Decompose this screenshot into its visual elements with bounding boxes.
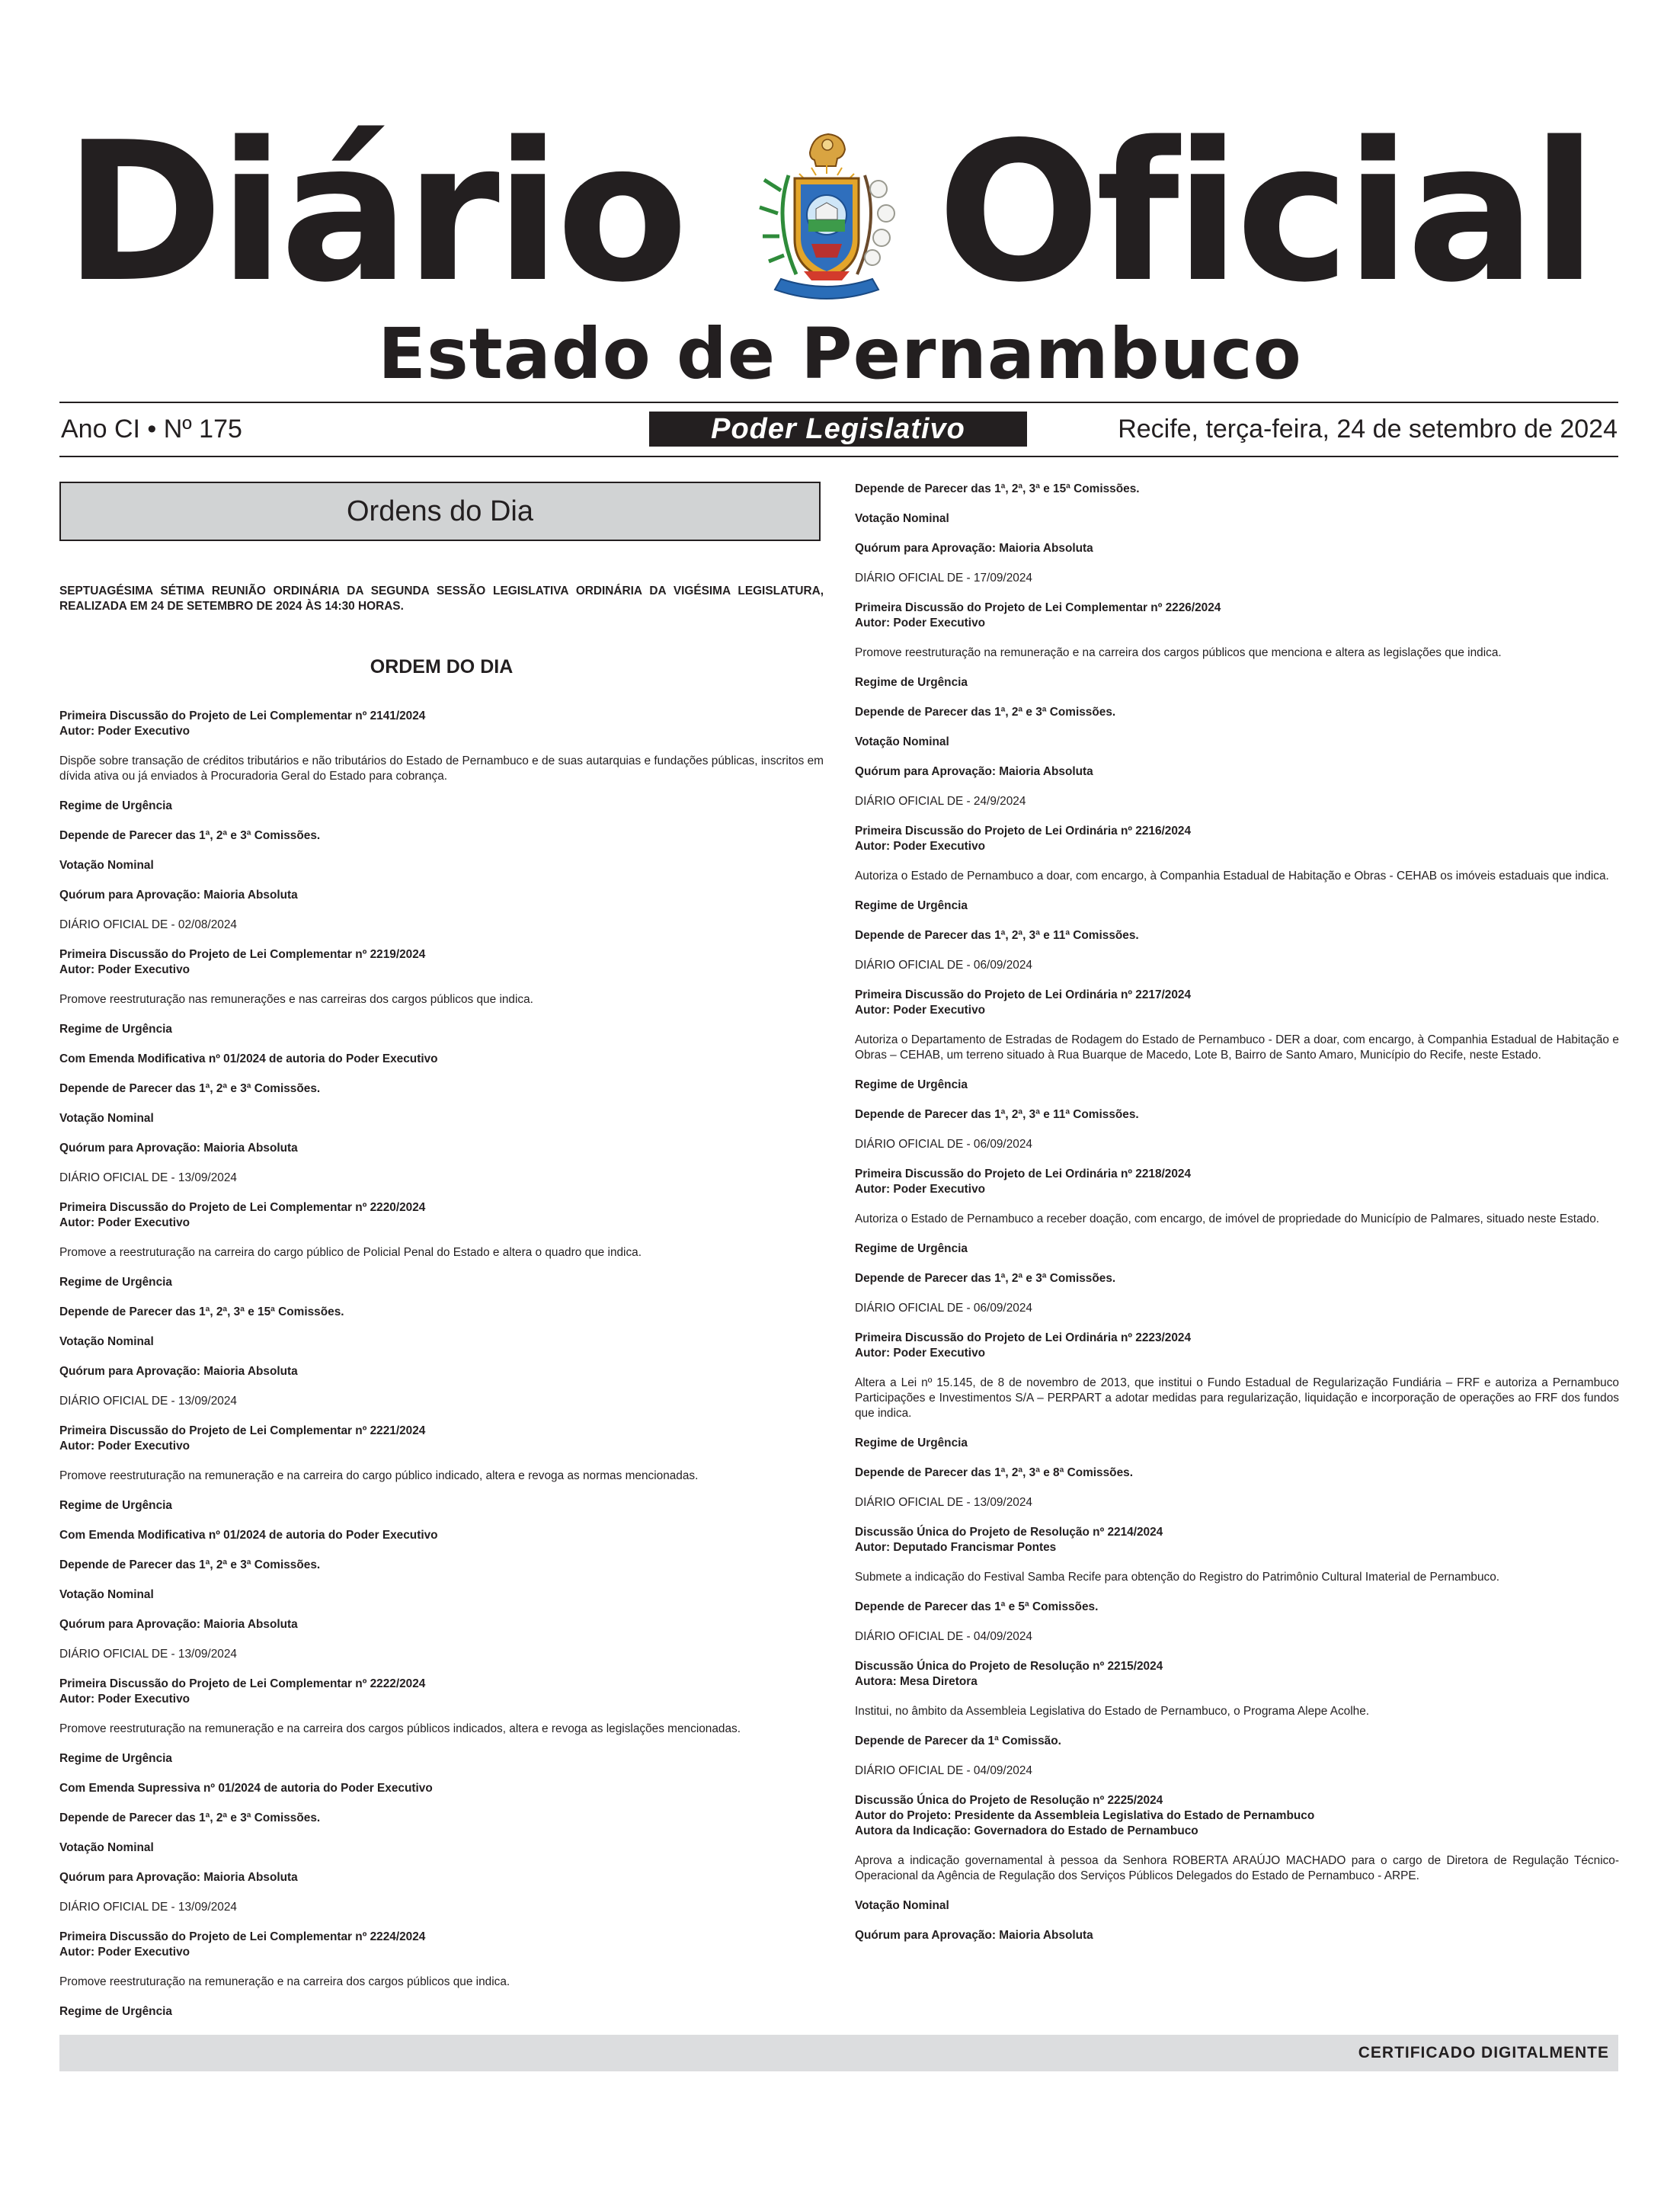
item-title: Primeira Discussão do Projeto de Lei Complementar nº 2226/2024: [855, 601, 1221, 614]
item-gazette-date: DIÁRIO OFICIAL DE - 13/09/2024: [59, 1648, 237, 1661]
agenda-item: [855, 1659, 1619, 1779]
item-procedure-line: Regime de Urgência: [59, 799, 172, 812]
item-gazette-date: DIÁRIO OFICIAL DE - 13/09/2024: [59, 1901, 237, 1914]
agenda-item: [855, 1331, 1619, 1510]
agenda-item: [855, 1167, 1619, 1316]
agenda-item: [59, 1200, 824, 1409]
item-gazette-date: DIÁRIO OFICIAL DE - 06/09/2024: [855, 1302, 1032, 1315]
item-author-indication: Autora da Indicação: Governadora do Estado de Pernambuco: [855, 1824, 1198, 1837]
item-description: Autoriza o Estado de Pernambuco a receber doação, com encargo, de imóvel de propriedade do Município de Palmares, situado neste Estado.: [855, 1212, 1600, 1225]
item-author: Autor: Poder Executivo: [59, 725, 190, 738]
item-title: Primeira Discussão do Projeto de Lei Complementar nº 2220/2024: [59, 1201, 426, 1214]
item-title: Primeira Discussão do Projeto de Lei Complementar nº 2222/2024: [59, 1677, 426, 1690]
item-procedure-line: Depende de Parecer das 1ª, 2ª, 3ª e 11ª Comissões.: [855, 1108, 1139, 1121]
item-title: Primeira Discussão do Projeto de Lei Complementar nº 2141/2024: [59, 710, 426, 722]
item-procedure-line: Quórum para Aprovação: Maioria Absoluta: [855, 1929, 1093, 1942]
item-procedure-line: Quórum para Aprovação: Maioria Absoluta: [59, 1871, 298, 1884]
edition-number: Ano CI • Nº 175: [61, 415, 242, 444]
item-procedure-line: Regime de Urgência: [855, 899, 968, 912]
item-description: Promove reestruturação na remuneração e na carreira dos cargos públicos que menciona e altera as legislações que indica.: [855, 646, 1502, 659]
item-procedure-line: Depende de Parecer das 1ª, 2ª e 3ª Comissões.: [855, 706, 1116, 719]
item-procedure-line: Depende de Parecer das 1ª, 2ª e 3ª Comissões.: [59, 829, 321, 842]
item-procedure-line: Votação Nominal: [855, 512, 949, 525]
order-of-the-day-title: ORDEM DO DIA: [370, 656, 514, 677]
item-author: Autor: Poder Executivo: [59, 1946, 190, 1959]
agenda-item: [855, 824, 1619, 973]
item-procedure-line: Votação Nominal: [59, 1841, 154, 1854]
item-procedure-line: Depende de Parecer das 1ª, 2ª e 3ª Comissões.: [59, 1082, 321, 1095]
item-author: Autor: Poder Executivo: [855, 1347, 986, 1360]
masthead-subtitle: Estado de Pernambuco: [378, 313, 1302, 395]
agenda-item: [59, 709, 824, 933]
section-heading: Ordens do Dia: [59, 482, 821, 541]
dateline: Recife, terça-feira, 24 de setembro de 2024: [1118, 415, 1618, 444]
item-gazette-date: DIÁRIO OFICIAL DE - 13/09/2024: [59, 1395, 237, 1408]
item-title: Primeira Discussão do Projeto de Lei Complementar nº 2221/2024: [59, 1424, 426, 1437]
item-description: Dispõe sobre transação de créditos tributários e não tributários do Estado de Pernambuco e de suas autarquias e fundações públicas, inscritos em dívida ativa ou já enviados à Procuradoria Geral do Estado para cobrança.: [59, 754, 824, 783]
item-procedure-line: Votação Nominal: [855, 735, 949, 748]
item-procedure-line: Regime de Urgência: [59, 2005, 172, 2018]
item-gazette-date: DIÁRIO OFICIAL DE - 13/09/2024: [855, 1496, 1032, 1509]
masthead: [0, 0, 1680, 472]
item-procedure-line: Quórum para Aprovação: Maioria Absoluta: [59, 889, 298, 902]
item-procedure-line: Com Emenda Supressiva nº 01/2024 de autoria do Poder Executivo: [59, 1782, 433, 1795]
pernambuco-coat-of-arms-icon: [750, 130, 903, 305]
footer-bar: [59, 2035, 1618, 2071]
masthead-title-left: Diário: [64, 101, 684, 325]
certificate-label: CERTIFICADO DIGITALMENTE: [1358, 2044, 1609, 2061]
item-procedure-line: Regime de Urgência: [59, 1499, 172, 1512]
item-procedure-line: Depende de Parecer das 1ª, 2ª, 3ª e 11ª Comissões.: [855, 929, 1139, 942]
item-procedure-line: Quórum para Aprovação: Maioria Absoluta: [59, 1142, 298, 1155]
agenda-item: [59, 1930, 824, 2020]
left-column: [59, 482, 824, 2034]
session-intro: SEPTUAGÉSIMA SÉTIMA REUNIÃO ORDINÁRIA DA SEGUNDA SESSÃO LEGISLATIVA ORDINÁRIA DA VIGÉSIMA LEGISLATURA, REALIZADA EM 24 DE SETEMBRO DE 2024 ÀS 14:30 HORAS.: [59, 585, 824, 613]
item-procedure-line: Regime de Urgência: [59, 1023, 172, 1036]
item-procedure-line: Regime de Urgência: [855, 1078, 968, 1091]
item-procedure-line: Votação Nominal: [59, 1588, 154, 1601]
agenda-item: [855, 988, 1619, 1152]
item-title: Discussão Única do Projeto de Resolução nº 2225/2024: [855, 1794, 1163, 1807]
item-procedure-line: Quórum para Aprovação: Maioria Absoluta: [855, 542, 1093, 555]
item-procedure-line: Com Emenda Modificativa nº 01/2024 de autoria do Poder Executivo: [59, 1052, 438, 1065]
item-procedure-line: Quórum para Aprovação: Maioria Absoluta: [59, 1365, 298, 1378]
item-description: Autoriza o Departamento de Estradas de Rodagem do Estado de Pernambuco - DER a doar, com encargo, à Companhia Estadual de Habitação e Obras – CEHAB, um terreno situado à Rua Buarque de Macedo, Lote B, Bairro de Santo Amaro, Município do Recife, neste Estado.: [855, 1033, 1619, 1062]
item-title: Primeira Discussão do Projeto de Lei Ordinária nº 2218/2024: [855, 1168, 1192, 1180]
item-author: Autor: Poder Executivo: [855, 1183, 986, 1196]
item-description: Institui, no âmbito da Assembleia Legislativa do Estado de Pernambuco, o Programa Alepe Acolhe.: [855, 1705, 1370, 1718]
masthead-title-right: Oficial: [937, 101, 1593, 325]
item-procedure-line: Regime de Urgência: [855, 1437, 968, 1449]
item-description: Promove reestruturação na remuneração e na carreira dos cargos públicos que indica.: [59, 1975, 510, 1988]
agenda-item: [855, 601, 1619, 809]
item-procedure-line: Regime de Urgência: [59, 1752, 172, 1765]
item-description: Promove reestruturação nas remunerações e nas carreiras dos cargos públicos que indica.: [59, 993, 533, 1006]
item-author: Autor: Poder Executivo: [59, 1216, 190, 1229]
item-description: Promove reestruturação na remuneração e na carreira dos cargos públicos indicados, altera e revoga as legislações mencionadas.: [59, 1722, 741, 1735]
item-author: Autora: Mesa Diretora: [855, 1675, 978, 1688]
item-procedure-line: Depende de Parecer das 1ª, 2ª e 3ª Comissões.: [855, 1272, 1116, 1285]
item-gazette-date: DIÁRIO OFICIAL DE - 04/09/2024: [855, 1764, 1032, 1777]
item-procedure-line: Votação Nominal: [59, 859, 154, 872]
item-title: Primeira Discussão do Projeto de Lei Complementar nº 2224/2024: [59, 1930, 426, 1943]
item-procedure-line: Votação Nominal: [59, 1335, 154, 1348]
item-author: Autor: Poder Executivo: [855, 840, 986, 853]
item-procedure-line: Depende de Parecer da 1ª Comissão.: [855, 1735, 1061, 1747]
item-title: Discussão Única do Projeto de Resolução nº 2215/2024: [855, 1660, 1163, 1673]
item-title: Primeira Discussão do Projeto de Lei Complementar nº 2219/2024: [59, 948, 426, 961]
item-gazette-date: DIÁRIO OFICIAL DE - 02/08/2024: [59, 918, 237, 931]
item-gazette-date: DIÁRIO OFICIAL DE - 13/09/2024: [59, 1171, 237, 1184]
item-description: Promove reestruturação na remuneração e na carreira do cargo público indicado, altera e revoga as normas mencionadas.: [59, 1469, 699, 1482]
item-procedure-line: Com Emenda Modificativa nº 01/2024 de autoria do Poder Executivo: [59, 1529, 438, 1542]
header-rule-bottom: [59, 456, 1618, 457]
item-procedure-line: Depende de Parecer das 1ª, 2ª, 3ª e 8ª Comissões.: [855, 1466, 1133, 1479]
agenda-item: [59, 1424, 824, 1662]
item-gazette-date: DIÁRIO OFICIAL DE - 06/09/2024: [855, 1138, 1032, 1151]
agenda-item: [855, 1793, 1619, 1943]
item-procedure-line: Depende de Parecer das 1ª e 5ª Comissões.: [855, 1600, 1099, 1613]
item-procedure-line: Depende de Parecer das 1ª, 2ª, 3ª e 15ª Comissões.: [59, 1305, 344, 1318]
agenda-item: [59, 947, 824, 1186]
item-gazette-date: DIÁRIO OFICIAL DE - 17/09/2024: [855, 572, 1032, 585]
item-title: Primeira Discussão do Projeto de Lei Ordinária nº 2223/2024: [855, 1331, 1192, 1344]
item-gazette-date: DIÁRIO OFICIAL DE - 04/09/2024: [855, 1630, 1032, 1643]
item-title: Discussão Única do Projeto de Resolução nº 2214/2024: [855, 1526, 1163, 1539]
item-procedure-line: Votação Nominal: [59, 1112, 154, 1125]
item-author: Autor: Poder Executivo: [855, 617, 986, 629]
continued-item: [855, 482, 1619, 586]
item-author: Autor: Poder Executivo: [59, 1440, 190, 1453]
item-procedure-line: Depende de Parecer das 1ª, 2ª e 3ª Comissões.: [59, 1558, 321, 1571]
section-label: Poder Legislativo: [649, 412, 1027, 447]
right-column: [855, 482, 1619, 1958]
item-author: Autor do Projeto: Presidente da Assembleia Legislativa do Estado de Pernambuco: [855, 1809, 1315, 1822]
item-description: Submete a indicação do Festival Samba Recife para obtenção do Registro do Patrimônio Cultural Imaterial de Pernambuco.: [855, 1571, 1500, 1584]
item-description: Autoriza o Estado de Pernambuco a doar, com encargo, à Companhia Estadual de Habitação e Obras - CEHAB os imóveis estaduais que indica.: [855, 870, 1609, 882]
item-description: Altera a Lei nº 15.145, de 8 de novembro de 2013, que institui o Fundo Estadual de Regularização Fundiária – FRF e autoriza a Pernambuco Participações e Investimentos S/A – PERPART a adotar medidas para regularização, liquidação e incorporação de operações ao FRF dos fundos que indica.: [855, 1376, 1619, 1420]
item-procedure-line: Quórum para Aprovação: Maioria Absoluta: [59, 1618, 298, 1631]
item-author: Autor: Poder Executivo: [59, 963, 190, 976]
right-item-list: [855, 601, 1619, 1943]
item-procedure-line: Regime de Urgência: [855, 1242, 968, 1255]
item-author: Autor: Poder Executivo: [855, 1004, 986, 1017]
item-author: Autor: Deputado Francismar Pontes: [855, 1541, 1057, 1554]
item-procedure-line: Votação Nominal: [855, 1899, 949, 1912]
left-item-list: [59, 709, 824, 2020]
item-title: Primeira Discussão do Projeto de Lei Ordinária nº 2216/2024: [855, 825, 1192, 838]
item-title: Primeira Discussão do Projeto de Lei Ordinária nº 2217/2024: [855, 988, 1192, 1001]
agenda-item: [855, 1525, 1619, 1645]
item-author: Autor: Poder Executivo: [59, 1693, 190, 1706]
agenda-item: [59, 1677, 824, 1915]
item-gazette-date: DIÁRIO OFICIAL DE - 24/9/2024: [855, 795, 1026, 808]
item-description: Aprova a indicação governamental à pessoa da Senhora ROBERTA ARAÚJO MACHADO para o cargo de Diretora de Regulação Técnico-Operacional da Agência de Regulação dos Serviços Públicos Delegados do Estado de Pernambuco - ARPE.: [855, 1854, 1619, 1882]
item-gazette-date: DIÁRIO OFICIAL DE - 06/09/2024: [855, 959, 1032, 972]
header-rule-top: [59, 402, 1618, 403]
item-procedure-line: Depende de Parecer das 1ª, 2ª e 3ª Comissões.: [59, 1811, 321, 1824]
item-procedure-line: Regime de Urgência: [855, 676, 968, 689]
item-procedure-line: Regime de Urgência: [59, 1276, 172, 1289]
item-procedure-line: Quórum para Aprovação: Maioria Absoluta: [855, 765, 1093, 778]
item-procedure-line: Depende de Parecer das 1ª, 2ª, 3ª e 15ª Comissões.: [855, 482, 1140, 495]
item-description: Promove a reestruturação na carreira do cargo público de Policial Penal do Estado e altera o quadro que indica.: [59, 1246, 642, 1259]
